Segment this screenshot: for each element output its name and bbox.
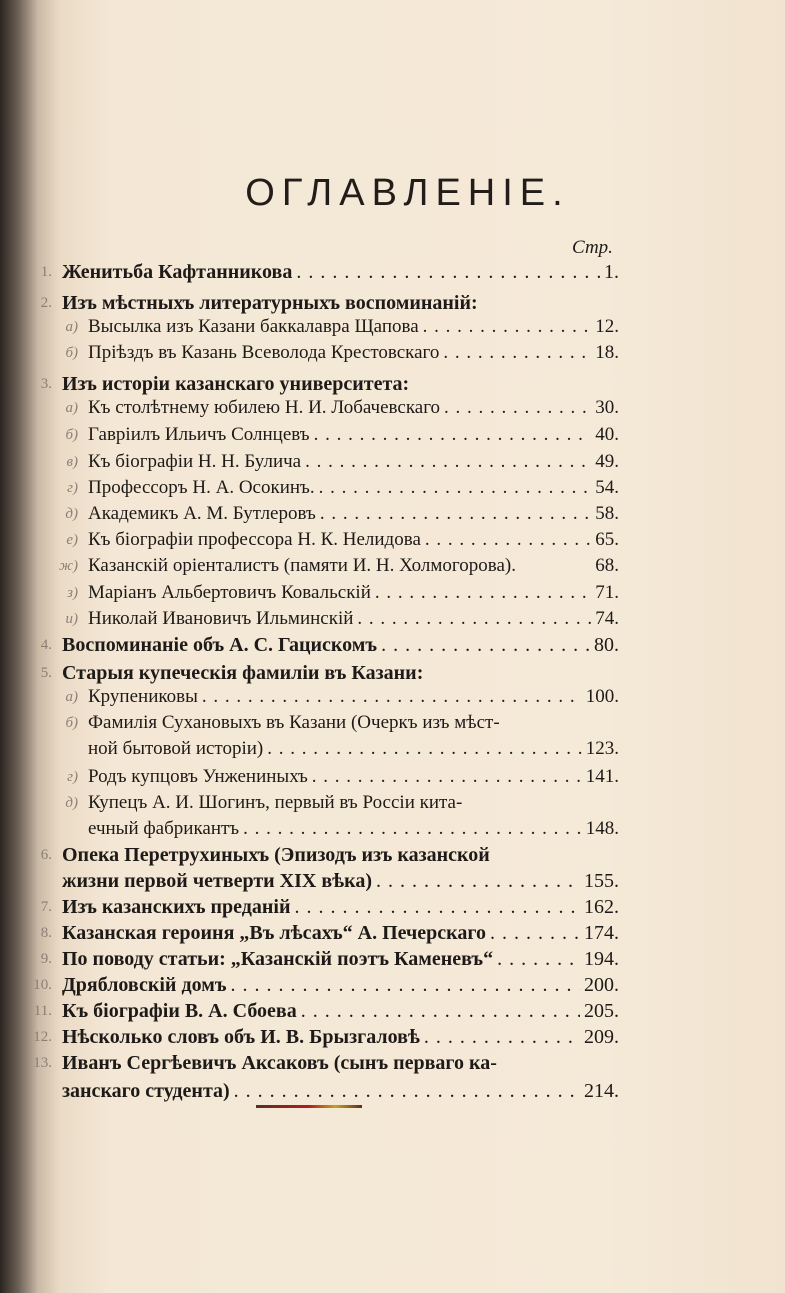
toc-entry-number: 10.: [33, 977, 52, 993]
dot-leader: [423, 314, 592, 340]
toc-entry: [40, 842, 619, 868]
toc-entry: [65, 606, 619, 632]
toc-entry-title: Дрябловскій домъ: [62, 974, 227, 996]
toc-entry-title: Николай Ивановичъ Ильминскій: [88, 608, 354, 629]
dot-leader: [424, 1024, 580, 1050]
toc-entry-number: 3.: [40, 376, 52, 392]
dot-leader: [381, 632, 590, 658]
toc-entry-title: Академикъ А. М. Бутлеровъ: [88, 503, 316, 524]
toc-entry-number: б): [65, 715, 78, 731]
toc-entry: [40, 920, 619, 946]
dot-leader: [443, 340, 591, 366]
toc-entry-page: 12.: [595, 316, 619, 337]
toc-entry: [33, 1024, 619, 1050]
toc-entry-number: 11.: [33, 1003, 52, 1019]
toc-entry: [40, 894, 619, 920]
toc-entry-title: Профессоръ Н. А. Осокинъ.: [88, 477, 315, 498]
toc-entry-title: По поводу статьи: „Казанскій поэтъ Каменевъ“: [62, 948, 494, 970]
dot-leader: [301, 998, 580, 1024]
toc-entry-number: д): [65, 795, 78, 811]
toc-entry-page: 209.: [584, 1026, 619, 1048]
toc-entry: [65, 501, 619, 527]
toc-entry-page: 68.: [595, 555, 619, 576]
toc-entry-title: Родъ купцовъ Унжениныхъ: [88, 766, 308, 787]
toc-entry: [62, 1078, 619, 1104]
toc-entry-number: г): [67, 480, 78, 496]
toc-entry-page: 141.: [585, 766, 619, 787]
toc-entry-number: б): [65, 345, 78, 361]
toc-entry: [65, 710, 619, 736]
toc-entry: [59, 553, 619, 579]
toc-entry-number: е): [66, 532, 78, 548]
toc-entry-page: 214.: [584, 1080, 619, 1102]
toc-entry-number: а): [65, 400, 78, 416]
toc-entry-number: 7.: [40, 899, 52, 915]
toc-entry: [88, 816, 619, 842]
toc-entry-page: 80.: [594, 634, 619, 656]
toc-entry-number: з): [67, 585, 78, 601]
toc-entry-title: Воспоминаніе объ А. С. Гацискомъ: [62, 634, 378, 656]
toc-entry: [40, 946, 619, 972]
toc-entry-page: 40.: [595, 424, 619, 445]
toc-entry-number: ж): [59, 558, 78, 574]
toc-entry-number: 1.: [40, 264, 52, 280]
toc-entry-title: Къ біографіи В. А. Сбоева: [62, 1000, 297, 1022]
dot-leader: [296, 259, 600, 285]
toc-entry-title: Фамилія Сухановыхъ въ Казани (Очеркъ изъ мѣст-: [88, 712, 500, 733]
toc-entry: [67, 475, 619, 501]
toc-entry: [67, 764, 619, 790]
dot-leader: [295, 894, 581, 920]
toc-entry: [88, 736, 619, 762]
dot-leader: [497, 946, 580, 972]
toc-entry-page: 54.: [595, 477, 619, 498]
toc-entry-number: а): [65, 319, 78, 335]
toc-entry-number: 9.: [40, 951, 52, 967]
toc-entry-title: Изъ казанскихъ преданій: [62, 896, 291, 918]
toc-entry: [40, 660, 619, 686]
dot-leader: [319, 475, 592, 501]
dot-leader: [267, 736, 581, 762]
toc-entry-title: Изъ мѣстныхъ литературныхъ воспоминаній:: [62, 292, 478, 314]
toc-entry-title: Къ столѣтнему юбилею Н. И. Лобачевскаго: [88, 397, 441, 418]
toc-entry-page: 100.: [585, 686, 619, 707]
toc-entry-number: б): [65, 427, 78, 443]
toc-entry-page: 148.: [585, 818, 619, 839]
toc-entry: [40, 632, 619, 658]
toc-entry-number: 2.: [40, 295, 52, 311]
toc-entry-title: Изъ исторіи казанскаго университета:: [62, 373, 410, 395]
dot-leader: [312, 764, 582, 790]
toc-entry-title: Иванъ Сергѣевичъ Аксаковъ (сынъ перваго ка-: [62, 1052, 497, 1074]
toc-entry-page: 174.: [584, 922, 619, 944]
toc-entry-title: Старыя купеческія фамиліи въ Казани:: [62, 662, 424, 684]
toc-entry-title: Высылка изъ Казани баккалавра Щапова: [88, 316, 419, 337]
decorative-rule: [256, 1105, 362, 1108]
toc-entry-title: Нѣсколько словъ объ И. В. Брызгаловѣ: [62, 1026, 420, 1048]
toc-entry-title: Маріанъ Альбертовичъ Ковальскій: [88, 582, 371, 603]
toc-entry: [65, 790, 619, 816]
toc-entry-page: 205.: [584, 1000, 619, 1022]
dot-leader: [375, 580, 591, 606]
toc-entry-number: 8.: [40, 925, 52, 941]
toc-entry-number: а): [65, 689, 78, 705]
toc-entry: [65, 395, 619, 421]
page-column-label: Стр.: [572, 237, 613, 258]
toc-entry-number: в): [66, 454, 78, 470]
dot-leader: [357, 606, 591, 632]
toc-entry-page: 162.: [584, 896, 619, 918]
toc-entry-title: Къ біографіи профессора Н. К. Нелидова: [88, 529, 421, 550]
dot-leader: [425, 527, 591, 553]
toc-entry: [65, 684, 619, 710]
toc-entry: [65, 422, 619, 448]
toc-entry-title: Къ біографіи Н. Н. Булича: [88, 451, 302, 472]
toc-entry-title: ечный фабрикантъ: [88, 818, 240, 839]
toc-entry-title: Казанская героиня „Въ лѣсахъ“ А. Печерскаго: [62, 922, 486, 944]
toc-entry-title: Крупениковы: [88, 686, 198, 707]
toc-entry: [33, 1050, 619, 1076]
toc-entry-page: 123.: [585, 738, 619, 759]
toc-entry-page: 65.: [595, 529, 619, 550]
toc-entry: [40, 259, 619, 285]
toc-entry-number: 5.: [40, 665, 52, 681]
toc-entry-number: 12.: [33, 1029, 52, 1045]
toc-entry-title: жизни первой четверти XIX вѣка): [62, 870, 373, 892]
dot-leader: [202, 684, 582, 710]
toc-entry-page: 30.: [595, 397, 619, 418]
dot-leader: [314, 422, 592, 448]
toc-entry-page: 200.: [584, 974, 619, 996]
toc-entry: [62, 868, 619, 894]
toc-entry-number: и): [65, 611, 78, 627]
dot-leader: [376, 868, 580, 894]
toc-entry-title: Женитьба Кафтанниковa: [62, 261, 293, 283]
dot-leader: [490, 920, 580, 946]
toc-entry-number: д): [65, 506, 78, 522]
toc-entry-number: 4.: [40, 637, 52, 653]
toc-entry: [40, 371, 619, 397]
toc-entry: [67, 580, 619, 606]
dot-leader: [243, 816, 582, 842]
toc-entry: [65, 314, 619, 340]
toc-entry-number: г): [67, 769, 78, 785]
page-title: ОГЛАВЛЕНІЕ.: [245, 172, 570, 214]
toc-entry-page: 71.: [595, 582, 619, 603]
dot-leader: [234, 1078, 580, 1104]
toc-entry-page: 58.: [595, 503, 619, 524]
toc-entry-page: 194.: [584, 948, 619, 970]
toc-entry: [33, 998, 619, 1024]
toc-entry-page: 49.: [595, 451, 619, 472]
toc-entry: [33, 972, 619, 998]
toc-entry-title: Купецъ А. И. Шогинъ, первый въ Россіи кита-: [88, 792, 463, 813]
toc-entry-page: 1.: [604, 261, 619, 283]
dot-leader: [305, 449, 591, 475]
toc-entry-title: ной бытовой исторіи): [88, 738, 264, 759]
toc-entry: [40, 290, 619, 316]
dot-leader: [230, 972, 580, 998]
toc-entry-page: 74.: [595, 608, 619, 629]
toc-entry: [65, 340, 619, 366]
dot-leader: [444, 395, 591, 421]
toc-entry-number: 13.: [33, 1055, 52, 1071]
toc-entry-title: Гавріилъ Ильичъ Солнцевъ: [88, 424, 310, 445]
toc-entry-title: занскаго студента): [62, 1080, 230, 1102]
toc-entry-page: 18.: [595, 342, 619, 363]
dot-leader: [320, 501, 591, 527]
toc-entry-page: 155.: [584, 870, 619, 892]
toc-entry-title: Опека Перетрухиныхъ (Эпизодъ изъ казанской: [62, 844, 490, 866]
toc-entry: [66, 527, 619, 553]
toc-entry-title: Казанскій оріенталистъ (памяти И. Н. Холмогорова).: [88, 555, 516, 576]
toc-entry-title: Пріѣздъ въ Казань Всеволода Крестовскаго: [88, 342, 440, 363]
toc-entry-number: 6.: [40, 847, 52, 863]
toc-entry: [66, 449, 619, 475]
